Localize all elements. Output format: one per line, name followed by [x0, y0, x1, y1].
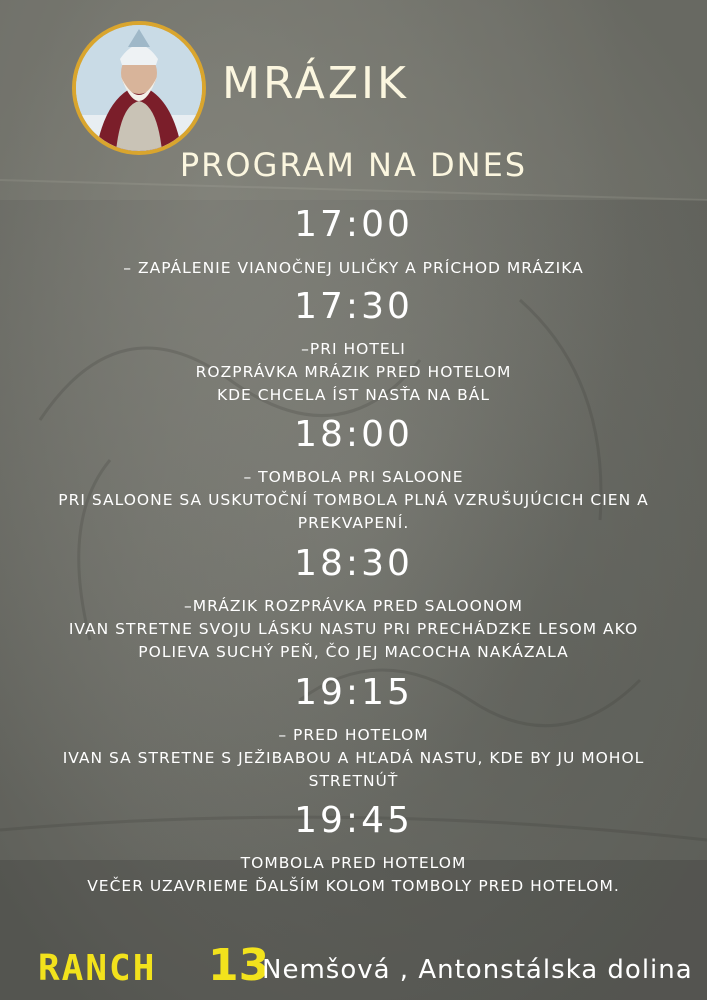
- schedule-time: 18:00: [294, 414, 413, 455]
- schedule-line: PREKVAPENÍ.: [297, 514, 410, 532]
- schedule-time: 17:00: [294, 204, 413, 245]
- page-title: MRÁZIK: [222, 58, 409, 109]
- schedule-line: KDE CHCELA ÍST NASŤA NA BÁL: [216, 386, 491, 404]
- schedule-line: TOMBOLA PRED HOTELOM: [240, 854, 467, 872]
- schedule-line: IVAN STRETNE SVOJU LÁSKU NASTU PRI PRECHÁDZKE LESOM AKO: [68, 620, 639, 638]
- schedule-line: –MRÁZIK ROZPRÁVKA PRED SALOONOM: [183, 597, 524, 615]
- schedule-description: [0, 257, 707, 280]
- schedule-line: – PRED HOTELOM: [278, 726, 429, 744]
- mrazik-portrait-icon: [76, 25, 202, 151]
- schedule-line: – TOMBOLA PRI SALOONE: [243, 468, 464, 486]
- ranch-brand-logo: RANCH: [38, 948, 157, 989]
- schedule-description: [0, 724, 707, 793]
- schedule-line: STRETNÚŤ: [308, 772, 399, 790]
- schedule-time: 18:30: [294, 543, 413, 584]
- mrazik-portrait: [72, 21, 206, 155]
- schedule-line: VEČER UZAVRIEME ĎALŠÍM KOLOM TOMBOLY PRED HOTELOM.: [87, 877, 620, 895]
- schedule-line: – ZAPÁLENIE VIANOČNEJ ULIČKY A PRÍCHOD MRÁZIKA: [123, 259, 584, 277]
- location-text: Nemšová , Antonstálska dolina: [262, 955, 693, 985]
- schedule-description: [0, 595, 707, 664]
- schedule-line: IVAN SA STRETNE S JEŽIBABOU A HĽADÁ NASTU, KDE BY JU MOHOL: [62, 749, 645, 767]
- schedule-description: [0, 852, 707, 898]
- schedule-description: [0, 466, 707, 535]
- page-subtitle: PROGRAM NA DNES: [179, 146, 528, 184]
- schedule-line: PRI SALOONE SA USKUTOČNÍ TOMBOLA PLNÁ VZRUŠUJÚCICH CIEN A: [58, 491, 649, 509]
- ranch-number: 13: [208, 940, 270, 991]
- schedule-line: –PRI HOTELI: [301, 340, 406, 358]
- schedule-line: POLIEVA SUCHÝ PEŇ, ČO JEJ MACOCHA NAKÁZALA: [138, 643, 569, 661]
- schedule-time: 17:30: [294, 286, 413, 327]
- schedule-description: [0, 338, 707, 407]
- schedule-time: 19:45: [294, 800, 413, 841]
- schedule-time: 19:15: [294, 672, 413, 713]
- schedule-line: ROZPRÁVKA MRÁZIK PRED HOTELOM: [195, 363, 512, 381]
